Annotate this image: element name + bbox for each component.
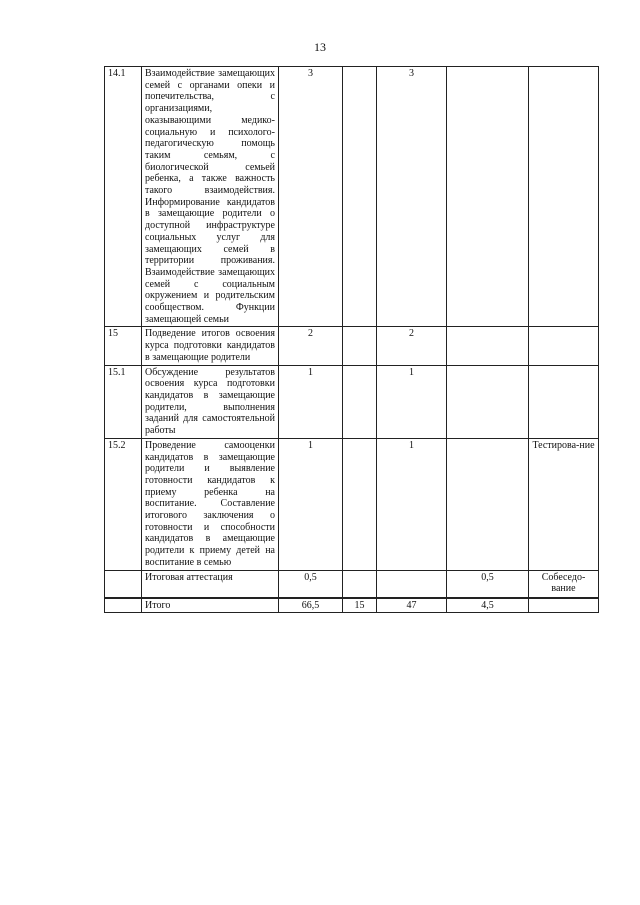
row-control-form xyxy=(529,67,599,327)
row-lecture-hours xyxy=(343,327,377,365)
row-topic: Итоговая аттестация xyxy=(142,570,279,598)
row-control-form xyxy=(529,327,599,365)
row-lecture-hours xyxy=(343,438,377,570)
row-practice-hours: 47 xyxy=(377,598,447,613)
row-total-hours: 66,5 xyxy=(279,598,343,613)
row-total-hours: 1 xyxy=(279,365,343,438)
row-practice-hours: 1 xyxy=(377,438,447,570)
row-total-hours: 2 xyxy=(279,327,343,365)
row-lecture-hours xyxy=(343,570,377,598)
row-topic: Итого xyxy=(142,598,279,613)
row-number: 15.2 xyxy=(105,438,142,570)
row-practice-hours: 2 xyxy=(377,327,447,365)
page-number: 13 xyxy=(314,40,326,54)
row-lecture-hours: 15 xyxy=(343,598,377,613)
row-control-form xyxy=(529,365,599,438)
row-self-study-hours xyxy=(447,67,529,327)
row-number xyxy=(105,598,142,613)
row-self-study-hours: 0,5 xyxy=(447,570,529,598)
row-self-study-hours xyxy=(447,327,529,365)
row-topic: Проведение самооценки кандидатов в замещающие родители и выявление готовности кандидатов к приему ребенка на воспитание. Составление итогового заключения о готовности и способности кандидатов в амещающие родители к приему детей на воспитание в семью xyxy=(142,438,279,570)
row-total-hours: 1 xyxy=(279,438,343,570)
row-lecture-hours xyxy=(343,365,377,438)
row-control-form: Собеседо-вание xyxy=(529,570,599,598)
row-practice-hours: 3 xyxy=(377,67,447,327)
row-topic: Обсуждение результатов освоения курса подготовки кандидатов в замещающие родители, выполнения заданий для самостоятельной работы xyxy=(142,365,279,438)
row-topic: Взаимодействие замещающих семей с органами опеки и попечительства, с организациями, оказывающими медико-социальную и психолого-педагогическую помощь таким семьям, с биологической семьей ребенка, а также важность такого взаимодействия. Информирование кандидатов в замещающие родители о доступной инфраструктуре социальных услуг для замещающих семей в территории проживания. Взаимодействие замещающих семей с социальным окружением и родительским сообществом. Функции замещающей семьи xyxy=(142,67,279,327)
table-row xyxy=(105,327,599,365)
row-total-hours: 3 xyxy=(279,67,343,327)
table-row xyxy=(105,365,599,438)
row-self-study-hours xyxy=(447,365,529,438)
table-row xyxy=(105,67,599,327)
row-number: 14.1 xyxy=(105,67,142,327)
row-number xyxy=(105,570,142,598)
row-self-study-hours xyxy=(447,438,529,570)
row-control-form xyxy=(529,598,599,613)
row-total-hours: 0,5 xyxy=(279,570,343,598)
total-row xyxy=(105,598,599,613)
final-attestation-row xyxy=(105,570,599,598)
curriculum-table xyxy=(104,66,599,613)
table-row xyxy=(105,438,599,570)
row-practice-hours xyxy=(377,570,447,598)
row-control-form: Тестирова-ние xyxy=(529,438,599,570)
row-practice-hours: 1 xyxy=(377,365,447,438)
row-number: 15 xyxy=(105,327,142,365)
row-topic: Подведение итогов освоения курса подготовки кандидатов в замещающие родители xyxy=(142,327,279,365)
row-number: 15.1 xyxy=(105,365,142,438)
row-self-study-hours: 4,5 xyxy=(447,598,529,613)
row-lecture-hours xyxy=(343,67,377,327)
